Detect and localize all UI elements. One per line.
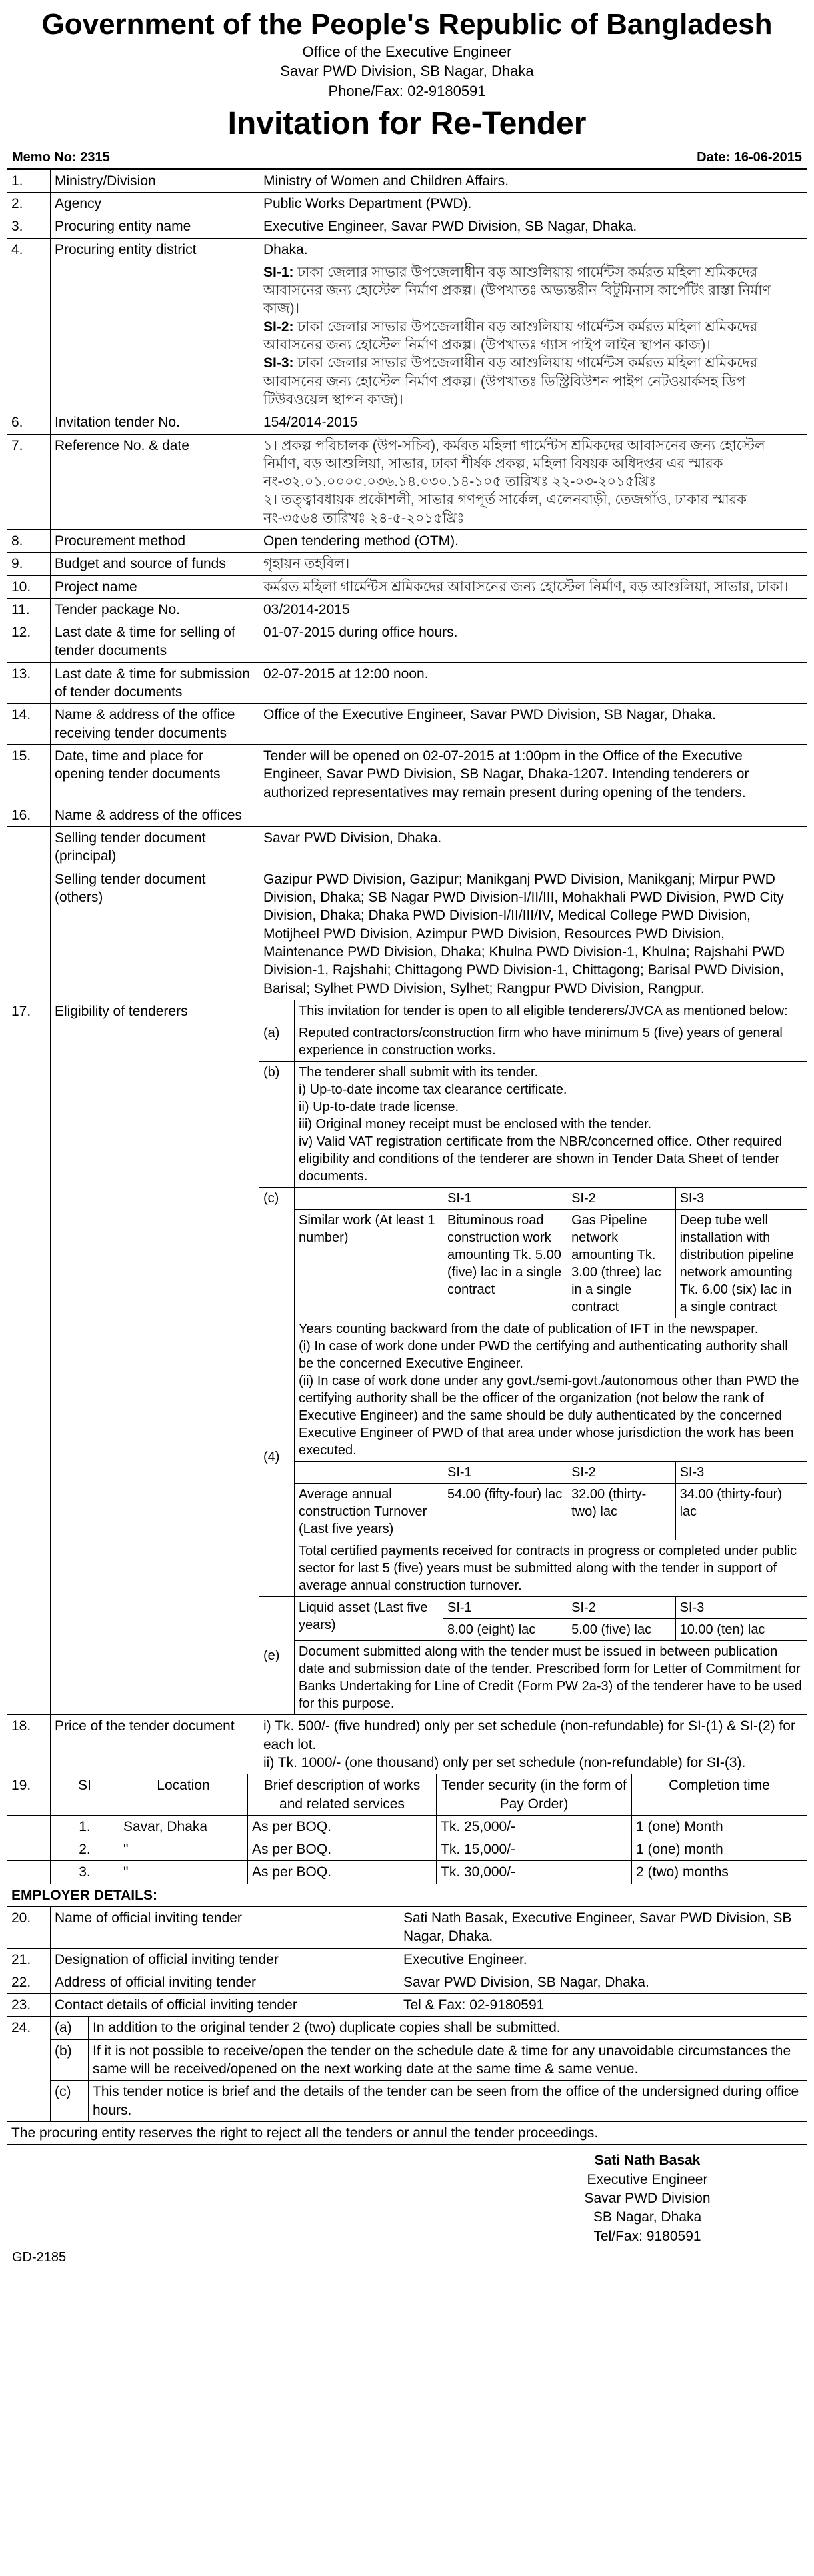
table-row: (c) This tender notice is brief and the details of the tender can be seen from the office of the undersigned during office hours. <box>7 2081 807 2122</box>
table-row: 24. (a) In addition to the original tender 2 (two) duplicate copies shall be submitted. <box>7 2017 807 2039</box>
table-row: 15. Date, time and place for opening tender documents Tender will be opened on 02-07-2015 at 1:00pm in the Office of the Executive Engineer, Savar PWD Division, SB Nagar, Dhaka-1207. Intending tenderers or authorized representatives may remain present during opening of the tenders. <box>7 744 807 804</box>
table-row: 2. Agency Public Works Department (PWD). <box>7 192 807 215</box>
table-row: 1. Ministry/Division Ministry of Women and Children Affairs. <box>7 169 807 192</box>
signatory-designation: Executive Engineer <box>587 2171 708 2187</box>
tender-table <box>7 169 807 1775</box>
table-row: 11. Tender package No. 03/2014-2015 <box>7 598 807 621</box>
table-row: 12. Last date & time for selling of tender documents 01-07-2015 during office hours. <box>7 621 807 663</box>
tender-notice <box>7 0 807 2280</box>
conditions-table <box>7 2017 807 2145</box>
gd-code: GD-2185 <box>12 2249 67 2265</box>
reference-1: ১। প্রকল্প পরিচালক (উপ-সচিব), কর্মরত মহিলা গার্মেন্টস শ্রমিকদের আবাসনের জন্য হোস্টেল নির্মাণ, বড় আশুলিয়া, সাভার, ঢাকা শীর্ষক প্রকল্প, মহিলা বিষয়ক অধিদপ্তর এর স্মারক নং-৩২.০১.০০০০.০৩৬.১৪.০৩০.১৪-১০৫ তারিখঃ ২২-০৩-২০১৫খ্রিঃ <box>263 437 765 490</box>
signatory-place: SB Nagar, Dhaka <box>593 2209 702 2225</box>
phone-fax: Phone/Fax: 02-9180591 <box>328 82 486 99</box>
table-row: 8. Procurement method Open tendering method (OTM). <box>7 530 807 553</box>
division-name: Savar PWD Division, SB Nagar, Dhaka <box>280 63 534 80</box>
table-row: 7. Reference No. & date ১। প্রকল্প পরিচালক (উপ-সচিব), কর্মরত মহিলা গার্মেন্টস শ্রমিকদের আবাসনের জন্য হোস্টেল নির্মাণ, বড় আশুলিয়া, সাভার, ঢাকা শীর্ষক প্রকল্প, মহিলা বিষয়ক অধিদপ্তর এর স্মারক নং-৩২.০১.০০০০.০৩৬.১৪.০৩০.১৪-১০৫ তারিখঃ ২২-০৩-২০১৫খ্রিঃ ২। তত্ত্বাবধায়ক প্রকৌশলী, সাভার গণপূর্ত সার্কেল, এলেনবাড়ী, তেজগাঁও, ঢাকার স্মারক নং-৩৫৬৪ তারিখঃ ২৪-৫-২০১৫খ্রিঃ <box>7 434 807 529</box>
notice-header <box>7 8 807 142</box>
sl1-item: SI-1: ঢাকা জেলার সাভার উপজেলাধীন বড় আশুলিয়ায় গার্মেন্টস কর্মরত মহিলা শ্রমিকদের আবাসনের জন্য হোস্টেল নির্মাণ প্রকল্প। (উপখাতঃ অভ্যন্তরীন বিটুমিনাস কার্পেটিং রাস্তা নির্মাণ কাজ)। <box>263 264 771 317</box>
lot-row: 1. Savar, Dhaka As per BOQ. Tk. 25,000/- 1 (one) Month <box>7 1815 807 1838</box>
table-row: 20. Name of official inviting tender Sati Nath Basak, Executive Engineer, Savar PWD Division, SB Nagar, Dhaka. <box>7 1907 807 1948</box>
signatory-division: Savar PWD Division <box>584 2190 711 2206</box>
table-row: 22. Address of official inviting tender Savar PWD Division, SB Nagar, Dhaka. <box>7 1971 807 1993</box>
table-row: 6. Invitation tender No. 154/2014-2015 <box>7 411 807 434</box>
sl2-item: SI-2: ঢাকা জেলার সাভার উপজেলাধীন বড় আশুলিয়ায় গার্মেন্টস কর্মরত মহিলা শ্রমিকদের আবাসনের জন্য হোস্টেল নির্মাণ প্রকল্প। (উপখাতঃ গ্যাস পাইপ লাইন স্থাপন কাজ)। <box>263 319 758 353</box>
eligibility-table: This invitation for tender is open to all eligible tenderers/JVCA as mentioned below: (a) Reputed contractors/construction firm who have minimum 5 (five) years of general experience in construction works. (b) The tenderer shall submit with its tender. i) Up-to-date income tax clearance certificate. ii) Up-to-date trade license. iii) Original money receipt must be enclosed with the tender. iv) Valid VAT registration certificate from the NBR/concerned office. Other required eligibility and conditions of the tenderer are shown in Tender Data Sheet of tender documents. (c) SI-1 SI-2 SI-3 Similar work (At least 1 number) Bituminous road construction work amounting Tk. 5.00 (five) lac in a single contract Gas Pipeline network amounting Tk. 3.00 (three) lac in a single contract Deep tube well installation with distribution pipeline network amounting Tk. 6.00 (six) lac in a single contract (4) Years counting backward from the date of publication of IFT in the newspaper. (i) In case of work done under PWD the certifying and authenticating authority shall be the concerned Executive Engineer. (ii) In case of work done under any govt./semi-govt./autonomous other than PWD the certifying authority shall be the officer of the organization (not below the rank of Executive Engineer) and the same should be duly authenticated by the concerned Executive Engineer of PWD of that area under whose jurisdiction the work has been executed. SI-1 SI-2 SI-3 Average annual construction Turnover (Last five years) 54.00 (fifty-four) lac 32.00 (thirty-two) lac 34.00 (thirty-four) lac Total certified payments received for contracts in progress or completed under public sector for last 5 (five) years must be submitted along with the tender in support of average annual construction turnover. (e) Liquid asset (Last five years) SI-1 SI-2 SI-3 8.00 (eight) lac 5.00 (five) lac 10.00 (ten) lac Document submitted along with the tender must be issued in between publication date and submission date of the tender. Prescribed form for Letter of Commitment for Banks Undertaking for Line of Credit (Form PW 2a-3) of the tenderer have to be used for this purpose. <box>259 1000 807 1715</box>
lot-header-row: 19. SI Location Brief description of works and related services Tender security (in the form of Pay Order) Completion time <box>7 1774 807 1815</box>
sl3-item: SI-3: ঢাকা জেলার সাভার উপজেলাধীন বড় আশুলিয়ায় গার্মেন্টস কর্মরত মহিলা শ্রমিকদের আবাসনের জন্য হোস্টেল নির্মাণ প্রকল্প। (উপখাতঃ ডিস্ট্রিবিউশন পাইপ নেটওয়ার্কসহ ডিপ টিউবওয়েল স্থাপন কাজ)। <box>263 355 758 407</box>
notice-title: Invitation for Re-Tender <box>227 105 587 141</box>
memo-number: Memo No: 2315 <box>12 149 110 165</box>
signatory-tel: Tel/Fax: 9180591 <box>593 2228 701 2244</box>
employer-heading-row: EMPLOYER DETAILS: <box>7 1884 807 1906</box>
table-row: 13. Last date & time for submission of tender documents 02-07-2015 at 12:00 noon. <box>7 662 807 704</box>
government-title: Government of the People's Republic of Bangladesh <box>41 8 773 41</box>
table-row: Selling tender document (others) Gazipur PWD Division, Gazipur; Manikganj PWD Division, Manikganj; Mirpur PWD Division, Dhaka; SB Nagar PWD Division-I/II/III, Mohakhali PWD Division, PWD City Division, Dhaka; Dhaka PWD Division-I/II/III/IV, Medical College PWD Division, Motijheel PWD Division, Azimpur PWD Division, Resources PWD Division, Maintenance PWD Division, Dhaka; Khulna PWD Division-1, Khulna; Rajshahi PWD Division-1, Rajshahi; Chittagong PWD Division-1, Chittagong; Barisal PWD Division, Barisal; Sylhet PWD Division, Sylhet; Rangpur PWD Division, Rangpur. <box>7 868 807 1000</box>
table-row: 21. Designation of official inviting tender Executive Engineer. <box>7 1948 807 1971</box>
employer-table <box>7 1907 807 2017</box>
table-row-project-items <box>7 261 807 411</box>
lot-table <box>7 1774 807 1907</box>
signatory-name: Sati Nath Basak <box>594 2153 701 2169</box>
table-row: 14. Name & address of the office receiving tender documents Office of the Executive Engineer, Savar PWD Division, SB Nagar, Dhaka. <box>7 704 807 745</box>
signature-block <box>507 2145 787 2246</box>
lot-row: 2. " As per BOQ. Tk. 15,000/- 1 (one) month <box>7 1838 807 1861</box>
table-row: 10. Project name কর্মরত মহিলা গার্মেন্টস শ্রমিকদের আবাসনের জন্য হোস্টেল নির্মাণ, বড় আশুলিয়া, সাভার, ঢাকা। <box>7 575 807 598</box>
table-row: (b) If it is not possible to receive/open the tender on the schedule date & time for any unavoidable circumstances the same will be received/opened on the next working date at the same time & same venue. <box>7 2039 807 2081</box>
table-row: 3. Procuring entity name Executive Engineer, Savar PWD Division, SB Nagar, Dhaka. <box>7 215 807 238</box>
table-row: 16. Name & address of the offices <box>7 804 807 826</box>
reference-2: ২। তত্ত্বাবধায়ক প্রকৌশলী, সাভার গণপূর্ত সার্কেল, এলেনবাড়ী, তেজগাঁও, ঢাকার স্মারক নং-৩৫৬৪ তারিখঃ ২৪-৫-২০১৫খ্রিঃ <box>263 492 747 526</box>
memo-date: Date: 16-06-2015 <box>697 149 802 165</box>
table-row: 18. Price of the tender document i) Tk. 500/- (five hundred) only per set schedule (non-refundable) for SI-(1) & SI-(2) for each lot. ii) Tk. 1000/- (one thousand) only per set schedule (non-refundable) for SI-(3). <box>7 1715 807 1774</box>
lot-row: 3. " As per BOQ. Tk. 30,000/- 2 (two) months <box>7 1861 807 1884</box>
memo-line <box>7 147 807 169</box>
table-row: 23. Contact details of official inviting tender Tel & Fax: 02-9180591 <box>7 1994 807 2017</box>
table-row: Selling tender document (principal) Savar PWD Division, Dhaka. <box>7 827 807 868</box>
table-row-eligibility: 17. Eligibility of tenderers This invitation for tender is open to all eligible tenderers/JVCA as mentioned below: (a) Reputed contractors/construction firm who have minimum 5 (five) years of general experience in construction works. (b) The tenderer shall submit with its tender. i) Up-to-date income tax clearance certificate. ii) Up-to-date trade license. iii) Original money receipt must be enclosed with the tender. iv) Valid VAT registration certificate from the NBR/concerned office. Other required eligibility and conditions of the tenderer are shown in Tender Data Sheet of tender documents. (c) SI-1 SI-2 SI-3 Similar work (At least 1 number) Bituminous road construction work amounting Tk. 5.00 (five) lac in a single contract Gas Pipeline network amounting Tk. 3.00 (three) lac in a single contract Deep tube well installation with distribution pipeline network amounting Tk. 6.00 (six) lac in a single contract (4) Years counting backward from the date of publication of IFT in the newspaper. (i) In case of work done under PWD the certifying and authenticating authority shall be the concerned Executive Engineer. (ii) In case of work done under any govt./semi-govt./autonomous other than PWD the certifying authority shall be the officer of the organization (not below the rank of Executive Engineer) and the same should be duly authenticated by the concerned Executive Engineer of PWD of that area under whose jurisdiction the work has been executed. SI-1 SI-2 SI-3 Average annual construction Turnover (Last five years) 54.00 (fifty-four) lac 32.00 (thirty-two) lac 34.00 (thirty-four) lac Total certified payments received for contracts in progress or completed under public sector for last 5 (five) years must be submitted along with the tender in support of average annual construction turnover. (e) Liquid asset (Last five years) SI-1 SI-2 SI-3 8.00 (eight) lac 5.00 (five) lac 10.00 (ten) lac Document submitted along with the tender must be issued in between publication date and submission date of the tender. Prescribed form for Letter of Commitment for Banks Undertaking for Line of Credit (Form PW 2a-3) of the tenderer have to be used for this purpose. <box>7 1000 807 1715</box>
table-row: 9. Budget and source of funds গৃহায়ন তহবিল। <box>7 553 807 575</box>
office-name: Office of the Executive Engineer <box>302 43 512 60</box>
table-row: 4. Procuring entity district Dhaka. <box>7 238 807 261</box>
table-row: The procuring entity reserves the right to reject all the tenders or annul the tender proceedings. <box>7 2121 807 2144</box>
